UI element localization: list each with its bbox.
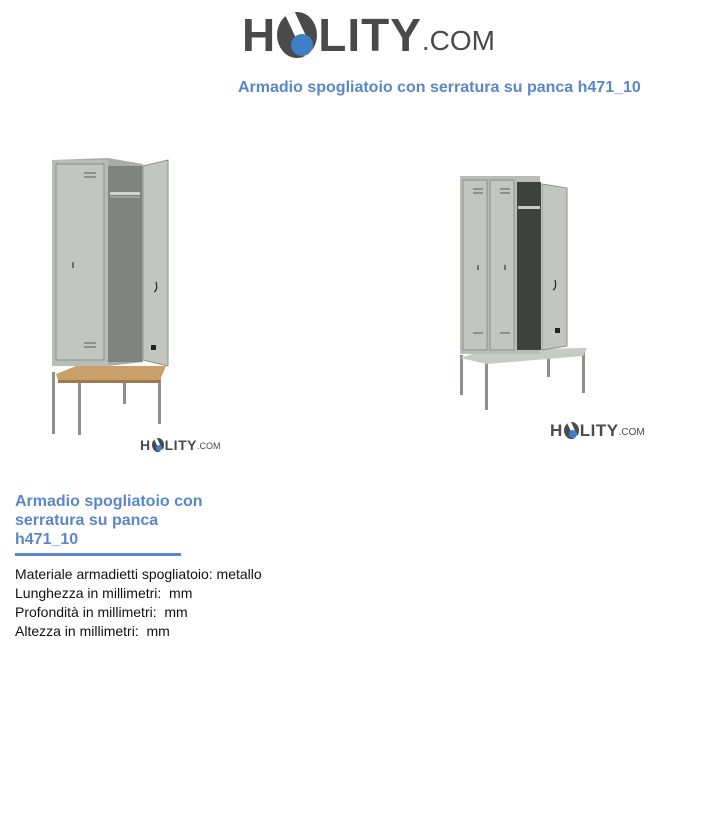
- heading-underline: [15, 553, 181, 556]
- page-title: Armadio spogliatoio con serratura su panca h471_10: [238, 79, 641, 96]
- logo-domain: .COM: [421, 25, 496, 56]
- spec-depth: Profondità in millimetri: mm: [15, 604, 188, 620]
- spec-height: Altezza in millimetri: mm: [15, 623, 170, 639]
- spec-length: Lunghezza in millimetri: mm: [15, 585, 193, 601]
- logo-domain: .COM: [618, 427, 645, 438]
- logo-o-icon: [564, 422, 579, 439]
- logo-text-lity: LITY: [164, 437, 197, 453]
- logo-text-lity: LITY: [579, 421, 619, 440]
- product-image-locker-with-bench[interactable]: [48, 152, 173, 437]
- product-image-logo-left: [140, 438, 220, 452]
- holity-logo[interactable]: [242, 9, 496, 61]
- logo-o-icon: [152, 438, 164, 452]
- product-image-locker-three-doors[interactable]: [455, 170, 595, 415]
- logo-text-h: H: [550, 421, 563, 440]
- spec-material: Materiale armadietti spogliatoio: metallo: [15, 566, 262, 582]
- logo-text-h: H: [242, 9, 277, 61]
- product-specs: [15, 565, 262, 641]
- product-heading: Armadio spogliatoio con serratura su panca h471_10: [15, 493, 203, 548]
- logo-text-h: H: [140, 437, 151, 453]
- logo-domain: .COM: [196, 441, 221, 451]
- logo-o-icon: [277, 12, 317, 58]
- product-image-logo-right: [550, 422, 645, 439]
- logo-text-lity: LITY: [318, 9, 422, 61]
